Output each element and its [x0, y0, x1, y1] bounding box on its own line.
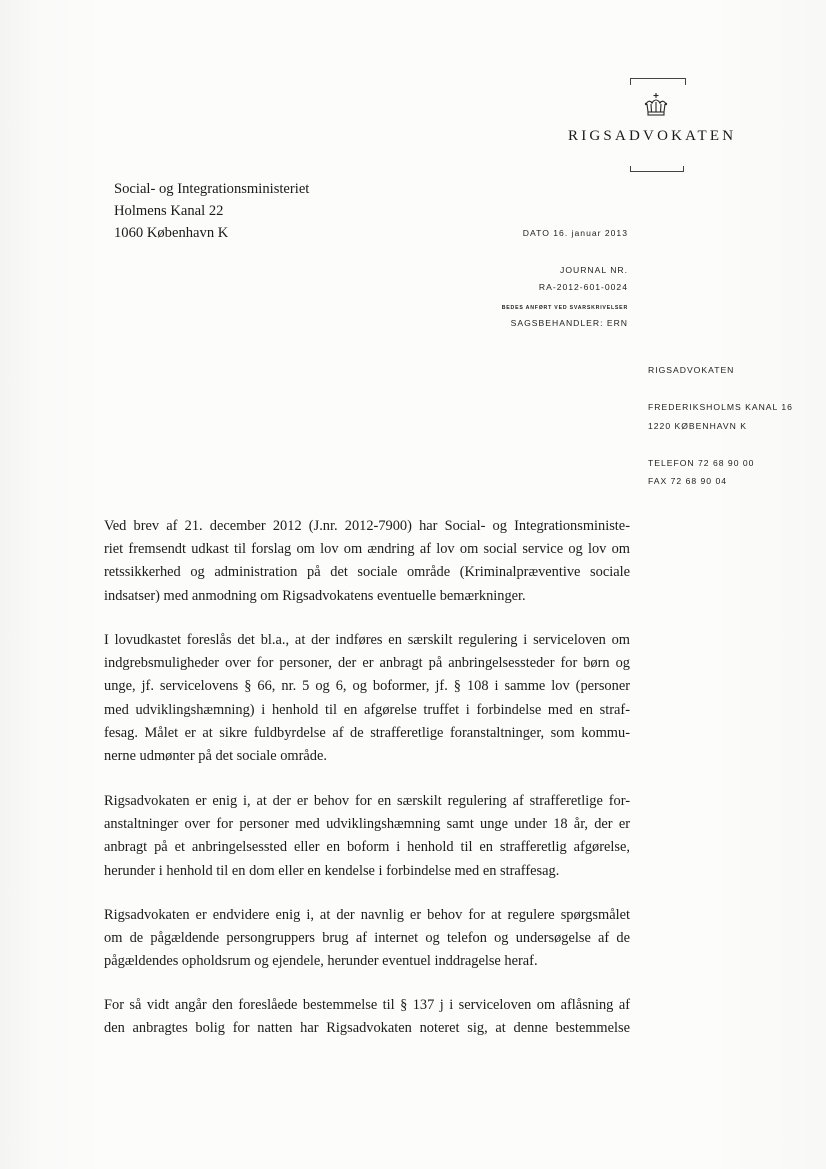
- date-line: DATO 16. januar 2013: [522, 228, 628, 238]
- journal-label: JOURNAL NR.: [560, 265, 628, 275]
- body-line: I lovudkastet foreslås det bl.a., at der indføres en særskilt regulering i serviceloven om: [104, 632, 630, 648]
- sender-street: FREDERIKSHOLMS KANAL 16: [648, 402, 793, 412]
- body-line: med udviklingshæmning) i henhold til en afgørelse truffet i forbindelse med en straf-: [104, 701, 630, 718]
- body-line: pågældendes opholdsrum og ejendele, herunder eventuel inddragelse heraf.: [104, 953, 538, 970]
- body-paragraph-1: [104, 515, 630, 608]
- body-line: om de pågældende persongruppers brug af internet og telefon og undersøgelse af de: [104, 930, 630, 947]
- body-paragraph-2: [104, 629, 630, 768]
- body-line: indgrebsmuligheder over for personer, der er anbragt på anbringelsessteder for børn og: [104, 655, 630, 672]
- body-paragraph-5: [104, 994, 630, 1040]
- recipient-address: [114, 178, 309, 244]
- body-paragraph-3: [104, 790, 630, 883]
- recipient-line: Social- og Integrationsministeriet: [114, 181, 310, 197]
- body-line: Ved brev af 21. december 2012 (J.nr. 2012-7900) har Social- og Integrationsministe-: [104, 518, 630, 534]
- recipient-line: 1060 København K: [114, 225, 229, 241]
- body-line: Rigsadvokaten er enig i, at der er behov for en særskilt regulering af strafferetlige for-: [104, 793, 630, 809]
- brand-name: RIGSADVOKATEN: [568, 128, 737, 144]
- body-line: Rigsadvokaten er endvidere enig i, at der navnlig er behov for at regulere spørgsmålet: [104, 907, 630, 923]
- body-line: anstaltninger over for personer med udviklingshæmning samt unge under 18 år, der er: [104, 816, 630, 833]
- body-line: unge, jf. servicelovens § 66, nr. 5 og 6, og boformer, jf. § 108 i samme lov (personer: [104, 678, 630, 695]
- logo-bottom-bracket: [630, 166, 684, 172]
- sender-name: RIGSADVOKATEN: [648, 365, 735, 375]
- body-paragraph-4: [104, 904, 630, 974]
- body-line: fesag. Målet er at sikre fuldbyrdelse af de strafferetlige foranstaltninger, som kommu-: [104, 724, 630, 741]
- sender-fax: FAX 72 68 90 04: [648, 476, 728, 486]
- body-line: For så vidt angår den foreslåede bestemmelse til § 137 j i serviceloven om aflåsning af: [104, 997, 630, 1013]
- recipient-line: Holmens Kanal 22: [114, 203, 224, 219]
- logo-top-bracket: [630, 78, 686, 85]
- reference-note: BEDES ANFØRT VED SVARSKRIVELSER: [501, 305, 628, 311]
- body-line: riet fremsendt udkast til forslag om lov om ændring af lov om social service og lov om: [104, 541, 630, 558]
- body-line: indsatser) med anmodning om Rigsadvokatens eventuelle bemærkninger.: [104, 587, 526, 604]
- body-line: nerne udmønter på det sociale område.: [104, 748, 327, 765]
- case-handler: SAGSBEHANDLER: ERN: [510, 318, 628, 328]
- journal-number: RA-2012-601-0024: [538, 282, 628, 292]
- body-line: den anbragtes bolig for natten har Rigsadvokaten noteret sig, at denne bestemmelse: [104, 1020, 630, 1037]
- body-line: retssikkerhed og administration på det sociale område (Kriminalpræventive sociale: [104, 564, 630, 581]
- crown-icon: [642, 92, 670, 120]
- body-line: herunder i henhold til en dom eller en kendelse i forbindelse med en straffesag.: [104, 862, 560, 879]
- sender-city: 1220 KØBENHAVN K: [648, 421, 747, 431]
- body-line: anbragt på et anbringelsessted eller en boform i henhold til en strafferetlig afgørelse,: [104, 839, 630, 856]
- sender-phone: TELEFON 72 68 90 00: [648, 458, 755, 468]
